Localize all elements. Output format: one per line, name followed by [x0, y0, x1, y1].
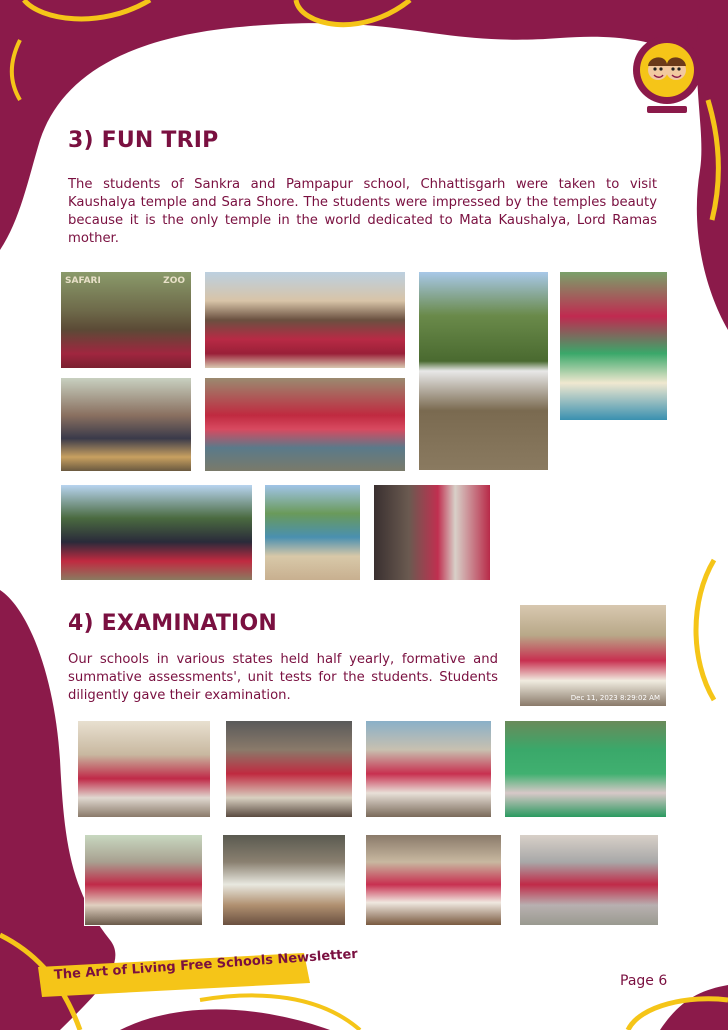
- photo-zoo-entrance: [60, 271, 192, 369]
- photo-river-shore: [264, 484, 361, 581]
- photo-group-by-bus: [60, 484, 253, 581]
- photo-students-on-steps: [204, 377, 406, 472]
- photo-exam-room-2: [225, 720, 353, 818]
- section-heading-fun-trip: 3) FUN TRIP: [68, 128, 219, 153]
- photo-sign-safari: SAFARI: [65, 276, 101, 286]
- photo-students-eating: [559, 271, 668, 421]
- photo-exam-room-5: [222, 834, 346, 926]
- photo-exam-room-1: [77, 720, 211, 818]
- photo-exam-classroom-timestamped: [519, 604, 667, 707]
- photo-exam-room-6: [365, 834, 502, 926]
- photo-exam-room-3: [365, 720, 492, 818]
- fun-trip-paragraph: The students of Sankra and Pampapur school, Chhattisgarh were taken to visit Kaushalya temple and Sara Shore. The students were impressed by the temples beauty because it is the only temple in the world dedicated to Mata Kaushalya, Lord Ramas mother.: [68, 177, 657, 246]
- photo-exam-outdoor-rows: [519, 834, 659, 926]
- photo-exam-outdoor-mat: [504, 720, 667, 818]
- photo-group-at-gate: [204, 271, 406, 369]
- footer-newsletter-title: The Art of Living Free Schools Newsletter: [53, 946, 359, 983]
- school-logo: [631, 36, 703, 114]
- photo-sign-zoo: ZOO: [163, 276, 185, 286]
- photo-temple-hill: [418, 271, 549, 471]
- page-number: Page 6: [620, 973, 668, 989]
- photo-exam-room-4: [84, 834, 203, 926]
- examination-paragraph: Our schools in various states held half yearly, formative and summative assessments', unit tests for the students. Students diligently gave their examination.: [68, 652, 498, 703]
- section-heading-examination: 4) EXAMINATION: [68, 611, 277, 636]
- photo-temple-corridor: [373, 484, 491, 581]
- photo-timestamp: Dec 11, 2023 8:29:02 AM: [570, 694, 660, 702]
- photo-cooking-group: [60, 377, 192, 472]
